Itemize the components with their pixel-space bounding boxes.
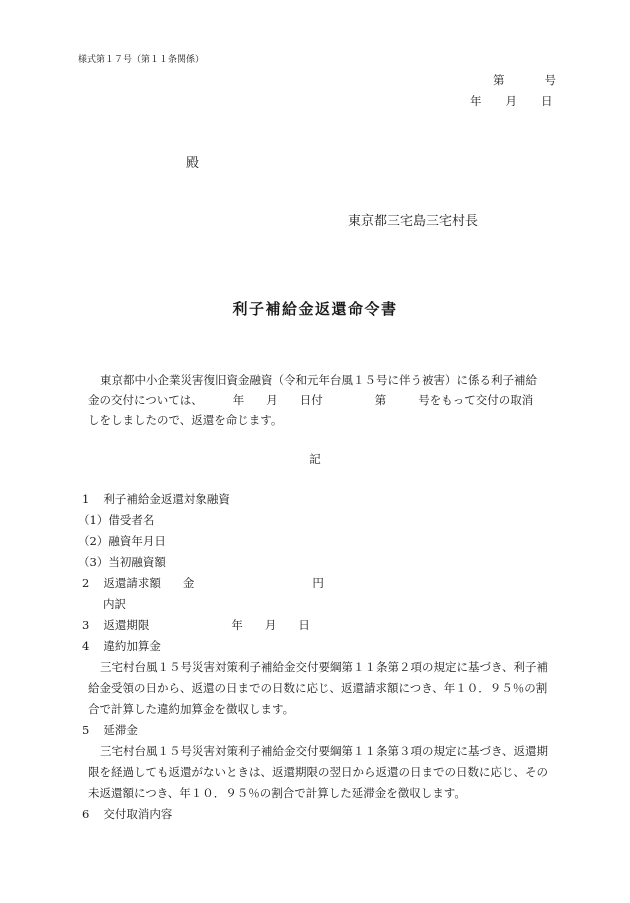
item-2-label: 返還請求額 xyxy=(103,576,161,590)
item-5 xyxy=(82,722,138,738)
page-title: 利子補給金返還命令書 xyxy=(232,300,398,318)
item-2-kin: 金 xyxy=(182,576,195,590)
body-line-2-month: 月 xyxy=(266,393,278,407)
recipient-honorific: 殿 xyxy=(186,156,200,171)
body-line-1: 東京都中小企業災害復旧資金融資（令和元年台風１５号に伴う被害）に係る利子補給 xyxy=(100,373,537,387)
item-2-yen: 円 xyxy=(312,576,324,590)
item-5-line-3: 未返還額につき、年１０．９５％の割合で計算した延滞金を徴収します。 xyxy=(88,786,466,800)
document-number-suffix: 号 xyxy=(544,73,556,87)
item-4-line-1: 三宅村台風１５号災害対策利子補給金交付要綱第１１条第２項の規定に基づき、利子補 xyxy=(100,660,549,674)
document-number-prefix: 第 xyxy=(493,73,505,87)
item-5-line-2: 限を経過しても返還がないときは、返還期限の翌日から返還の日までの日数に応じ、その xyxy=(88,765,548,779)
document-date xyxy=(470,93,553,109)
sub-item-2: （2）融資年月日 xyxy=(78,534,166,548)
item-4-label: 違約加算金 xyxy=(103,639,161,653)
ki-heading: 記 xyxy=(309,452,321,466)
body-line-2 xyxy=(88,390,568,410)
item-6 xyxy=(82,806,172,822)
item-4 xyxy=(82,638,161,654)
item-5-number: 5 xyxy=(82,723,90,737)
item-4-number: 4 xyxy=(82,639,90,653)
item-5-label: 延滞金 xyxy=(103,723,138,737)
body-line-2-a: 金の交付については、 xyxy=(88,393,203,407)
item-2-number: 2 xyxy=(82,576,90,590)
date-day: 日 xyxy=(541,94,553,108)
body-line-2-f: 号をもって交付の取消 xyxy=(418,393,534,407)
date-year: 年 xyxy=(470,94,482,108)
sub-item-1: （1）借受者名 xyxy=(78,513,155,527)
item-4-line-3: 合で計算した違約加算金を徴収します。 xyxy=(88,702,295,716)
form-number: 様式第１７号（第１１条関係） xyxy=(78,55,205,65)
item-5-line-1: 三宅村台風１５号災害対策利子補給金交付要綱第１１条第３項の規定に基づき、返還期 xyxy=(100,744,549,758)
item-1-number: 1 xyxy=(82,492,90,506)
item-2-breakdown: 内訳 xyxy=(103,597,126,611)
item-1-label: 利子補給金返還対象融資 xyxy=(103,492,230,506)
body-line-2-year: 年 xyxy=(232,393,245,407)
date-month: 月 xyxy=(505,94,517,108)
item-3-label: 返還期限 xyxy=(103,618,150,632)
body-paragraph xyxy=(88,370,568,430)
issuer-name: 東京都三宅島三宅村長 xyxy=(348,214,479,229)
item-3 xyxy=(82,617,310,633)
item-2 xyxy=(82,575,324,591)
body-line-2-day: 日付 xyxy=(299,393,323,407)
sub-item-3: （3）当初融資額 xyxy=(78,555,166,569)
item-3-day: 日 xyxy=(298,618,310,632)
item-6-number: 6 xyxy=(82,807,90,821)
item-3-month: 月 xyxy=(264,618,277,632)
item-3-number: 3 xyxy=(82,618,90,632)
item-1 xyxy=(82,491,230,507)
item-6-label: 交付取消内容 xyxy=(103,807,173,821)
item-4-line-2: 給金受領の日から、返還の日までの日数に応じ、返還請求額につき、年１０．９５％の割 xyxy=(88,681,548,695)
body-line-3: しをしましたので、返還を命じます。 xyxy=(88,413,283,427)
body-line-2-dai: 第 xyxy=(374,393,387,407)
item-3-year: 年 xyxy=(231,618,243,632)
document-number xyxy=(493,72,556,88)
